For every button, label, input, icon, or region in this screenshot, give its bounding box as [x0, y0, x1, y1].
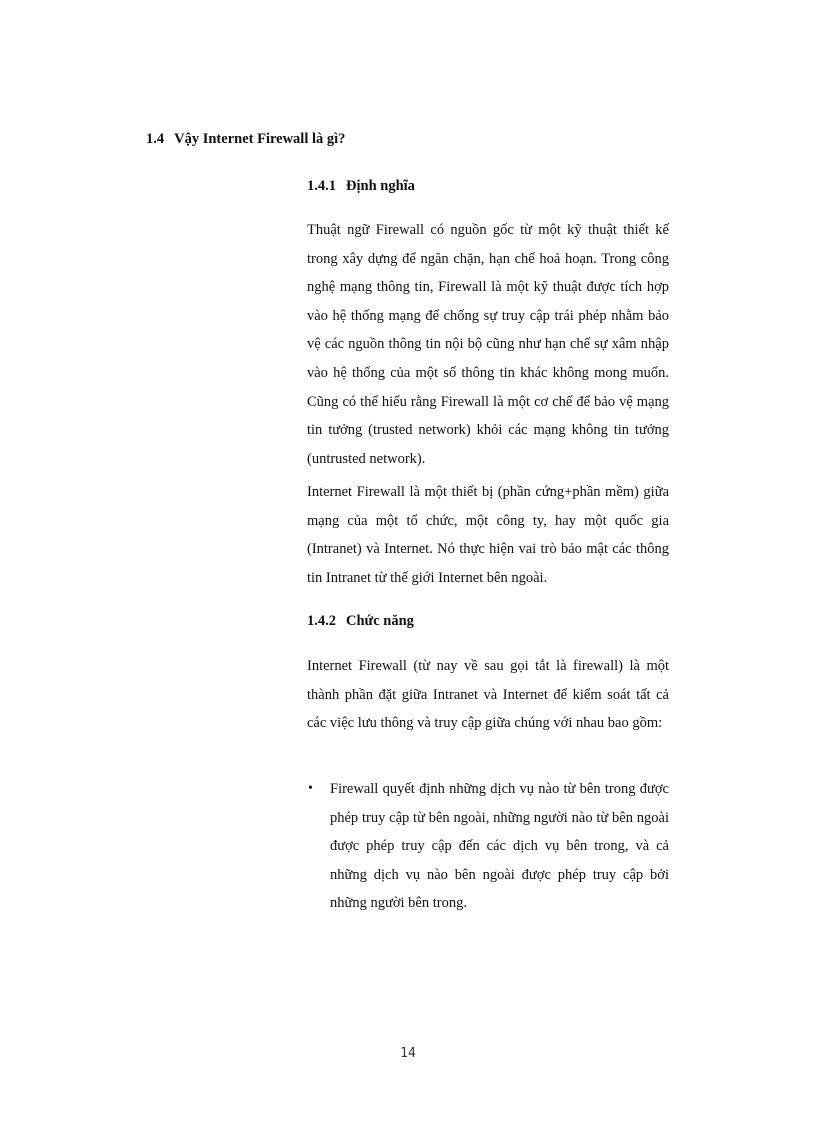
- function-bullet-list: [307, 775, 669, 918]
- subsection-heading-definition: [307, 178, 415, 195]
- subsection-title: Chức năng: [346, 613, 414, 629]
- subsection-number: 1.4.2: [307, 613, 336, 629]
- section-title: Vậy Internet Firewall là gì?: [174, 131, 346, 147]
- subsection-title: Định nghĩa: [346, 178, 415, 194]
- list-item-text: Firewall quyết định những dịch vụ nào từ bên trong được phép truy cập từ bên ngoài, những người nào từ bên ngoài được phép truy cập đến các dịch vụ bên trong, và cả những dịch vụ nào bên ngoài được phép truy cập bởi những người bên trong.: [330, 781, 669, 912]
- section-number: 1.4: [146, 131, 165, 147]
- definition-paragraph-2: Internet Firewall là một thiết bị (phần cứng+phần mềm) giữa mạng của một tổ chức, một công ty, hay một quốc gia (Intranet) và Internet. Nó thực hiện vai trò bảo mật các thông tin Intranet từ thế giới Internet bên ngoài.: [307, 484, 669, 586]
- subsection-number: 1.4.1: [307, 178, 336, 194]
- bullet-icon: •: [308, 781, 313, 796]
- section-heading: [146, 131, 345, 148]
- definition-paragraph-1: Thuật ngữ Firewall có nguồn gốc từ một kỹ thuật thiết kế trong xây dựng để ngăn chặn, hạn chế hoả hoạn. Trong công nghệ mạng thông tin, Firewall là một kỹ thuật được tích hợp vào hệ thống mạng để chống sự truy cập trái phép nhằm bảo vệ các nguồn thông tin nội bộ cũng như hạn chế sự xâm nhập vào hệ thống của một số thông tin khác không mong muốn. Cũng có thể hiểu rằng Firewall là một cơ chế để bảo vệ mạng tin tưởng (trusted network) khỏi các mạng không tin tưởng (untrusted network).: [307, 222, 669, 467]
- list-item: [307, 775, 669, 918]
- subsection-heading-function: [307, 613, 414, 630]
- function-intro-paragraph: Internet Firewall (từ nay về sau gọi tắt là firewall) là một thành phần đặt giữa Intranet và Internet để kiểm soát tất cả các việc lưu thông và truy cập giữa chúng với nhau bao gồm:: [307, 658, 669, 732]
- page-number: 14: [400, 1046, 416, 1061]
